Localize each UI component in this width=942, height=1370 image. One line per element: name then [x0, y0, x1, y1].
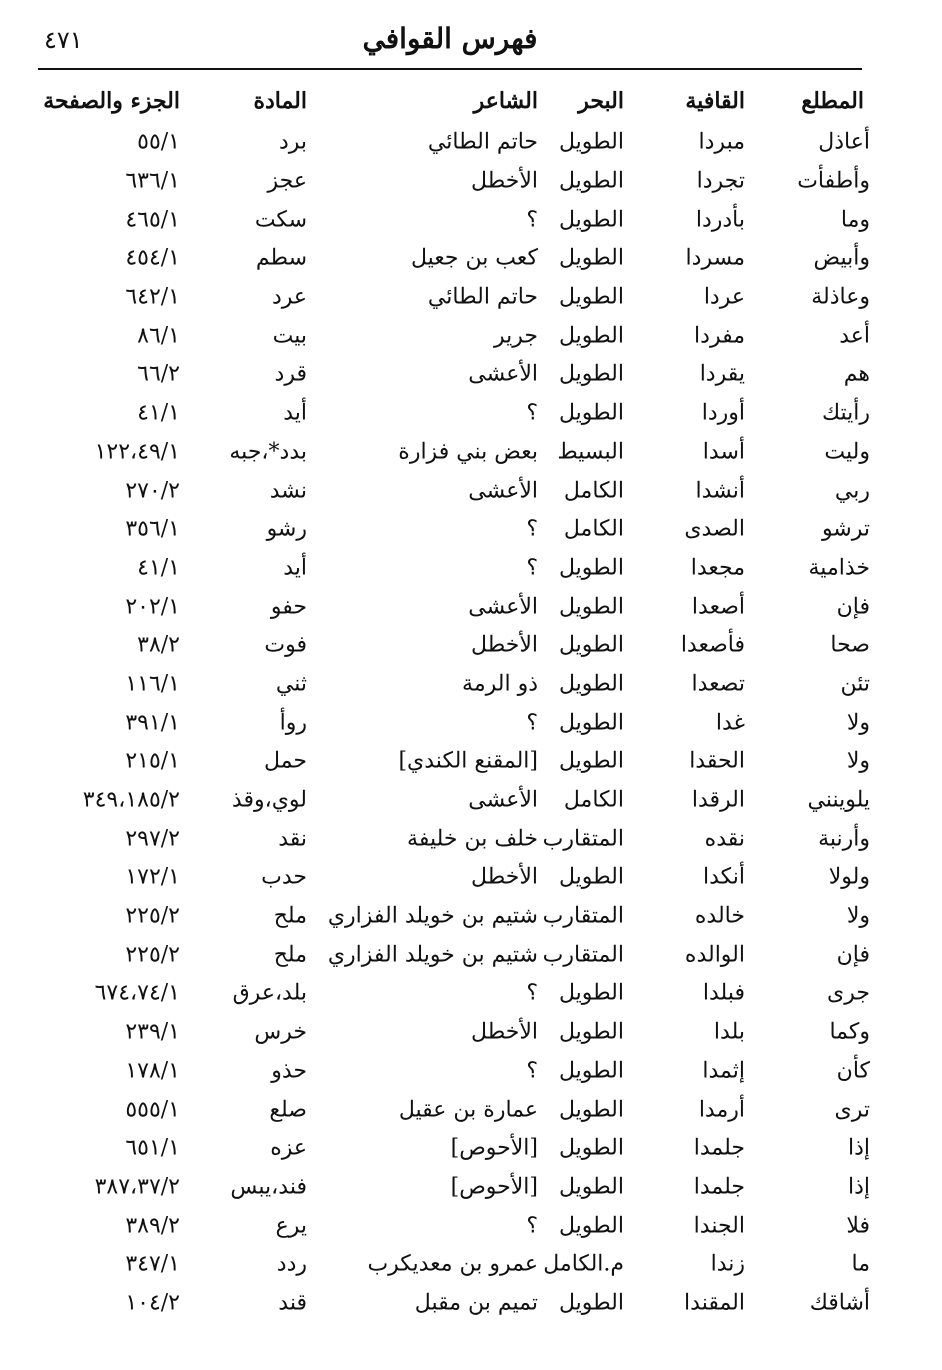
cell-madda: نشد	[269, 478, 307, 504]
cell-matla: فإن	[836, 594, 870, 620]
table-row	[30, 162, 870, 201]
page-header	[38, 18, 862, 70]
cell-matla: ترشو	[821, 516, 870, 542]
cell-bahr: الكامل	[563, 516, 624, 542]
cell-juz: ٥٥/١	[137, 129, 180, 155]
cell-matla: وعاذلة	[811, 284, 870, 310]
page-title: فهرس القوافي	[362, 22, 538, 55]
cell-matla: فلا	[846, 1213, 870, 1239]
cell-madda: برد	[278, 129, 307, 155]
table-row	[30, 858, 870, 897]
table-row	[30, 394, 870, 433]
cell-madda: سطم	[255, 245, 307, 271]
cell-juz: ٤١/١	[137, 555, 180, 581]
table-row	[30, 819, 870, 858]
cell-madda: خرس	[254, 1019, 307, 1045]
column-header-juz: الجزء والصفحة	[43, 87, 180, 114]
cell-madda: رشو	[266, 516, 307, 542]
cell-matla: ولولا	[828, 864, 870, 890]
cell-shaer: الأعشى	[468, 787, 538, 813]
cell-matla: وما	[840, 207, 870, 233]
cell-shaer: ؟	[526, 710, 538, 736]
cell-madda: بلد،عرق	[232, 980, 307, 1006]
table-row	[30, 239, 870, 278]
cell-shaer: بعض بني فزارة	[398, 439, 538, 465]
cell-bahr: الطويل	[558, 245, 624, 271]
cell-juz: ٣٨٧،٣٧/٢	[94, 1174, 180, 1200]
table-row	[30, 433, 870, 472]
cell-madda: ردد	[276, 1251, 307, 1277]
cell-matla: وأطفأت	[797, 168, 870, 194]
cell-shaer: [المقنع الكندي]	[398, 748, 538, 774]
cell-madda: حفو	[270, 594, 307, 620]
cell-madda: ملح	[273, 942, 307, 968]
cell-madda: حدب	[261, 864, 307, 890]
cell-matla: يلوينني	[807, 787, 870, 813]
cell-qafiya: فأصعدا	[680, 632, 745, 658]
cell-juz: ٦٦/٢	[137, 361, 180, 387]
cell-madda: نقد	[278, 826, 307, 852]
cell-shaer: الأخطل	[471, 168, 538, 194]
cell-madda: صلع	[269, 1097, 307, 1123]
cell-madda: أيد	[283, 400, 307, 426]
cell-shaer: ؟	[526, 516, 538, 542]
cell-bahr: الطويل	[558, 748, 624, 774]
page-number: ٤٧١	[44, 26, 83, 54]
table-row	[30, 1206, 870, 1245]
cell-bahr: المتقارب	[542, 942, 624, 968]
table-row	[30, 1052, 870, 1091]
cell-bahr: الطويل	[558, 671, 624, 697]
cell-matla: رأيتك	[821, 400, 870, 426]
cell-shaer: الأخطل	[471, 864, 538, 890]
cell-qafiya: المقندا	[684, 1290, 745, 1316]
cell-juz: ١٢٢،٤٩/١	[94, 439, 180, 465]
cell-juz: ٢٢٥/٢	[125, 903, 180, 929]
table-row	[30, 665, 870, 704]
cell-madda: بيت	[272, 323, 307, 349]
cell-juz: ٢٧٠/٢	[125, 478, 180, 504]
table-row	[30, 1090, 870, 1129]
table-row	[30, 626, 870, 665]
column-header-bahr: البحر	[578, 87, 624, 114]
column-header-matla: المطلع	[801, 87, 864, 114]
cell-juz: ٥٥٥/١	[125, 1097, 180, 1123]
cell-madda: بدد*،جبه	[229, 439, 307, 465]
cell-shaer: ؟	[526, 980, 538, 1006]
cell-bahr: الطويل	[558, 632, 624, 658]
cell-matla: صحا	[830, 632, 870, 658]
cell-matla: جرى	[827, 980, 870, 1006]
cell-matla: فإن	[836, 942, 870, 968]
cell-qafiya: زندا	[710, 1251, 745, 1277]
cell-bahr: الكامل	[563, 478, 624, 504]
cell-matla: وكما	[829, 1019, 870, 1045]
table-row	[30, 1129, 870, 1168]
cell-juz: ٨٦/١	[137, 323, 180, 349]
table-row	[30, 355, 870, 394]
table-row	[30, 897, 870, 936]
table-row	[30, 1013, 870, 1052]
cell-matla: كأن	[836, 1058, 870, 1084]
cell-qafiya: أنشدا	[695, 478, 745, 504]
cell-shaer: الأعشى	[468, 478, 538, 504]
cell-qafiya: نقده	[704, 826, 745, 852]
cell-matla: أشاقك	[809, 1290, 870, 1316]
cell-qafiya: أوردا	[701, 400, 745, 426]
cell-juz: ٤٥٤/١	[125, 245, 180, 271]
cell-juz: ١٠٤/٢	[125, 1290, 180, 1316]
cell-bahr: الطويل	[558, 864, 624, 890]
cell-madda: أيد	[283, 555, 307, 581]
cell-bahr: الطويل	[558, 555, 624, 581]
cell-qafiya: أسدا	[702, 439, 745, 465]
cell-shaer: ؟	[526, 400, 538, 426]
cell-madda: يرع	[275, 1213, 307, 1239]
table-row	[30, 549, 870, 588]
cell-shaer: ذو الرمة	[462, 671, 538, 697]
cell-bahr: الطويل	[558, 1290, 624, 1316]
cell-qafiya: مبردا	[698, 129, 745, 155]
cell-qafiya: بلدا	[713, 1019, 745, 1045]
cell-qafiya: جلمدا	[693, 1174, 745, 1200]
cell-juz: ٣٩١/١	[125, 710, 180, 736]
cell-juz: ٣٥٦/١	[125, 516, 180, 542]
table-row	[30, 316, 870, 355]
cell-shaer: الأخطل	[471, 632, 538, 658]
cell-bahr: الطويل	[558, 710, 624, 736]
cell-bahr: الطويل	[558, 361, 624, 387]
cell-shaer: حاتم الطائي	[427, 129, 538, 155]
cell-bahr: الطويل	[558, 1174, 624, 1200]
cell-matla: ما	[851, 1251, 870, 1277]
cell-bahr: الطويل	[558, 1058, 624, 1084]
cell-matla: وأبيض	[813, 245, 870, 271]
cell-shaer: خلف بن خليفة	[407, 826, 538, 852]
table-body	[30, 123, 870, 1322]
cell-juz: ١٧٨/١	[125, 1058, 180, 1084]
cell-bahr: الطويل	[558, 594, 624, 620]
cell-juz: ٢٢٥/٢	[125, 942, 180, 968]
cell-qafiya: جلمدا	[693, 1135, 745, 1161]
column-header-qafiya: القافية	[685, 87, 745, 114]
cell-qafiya: تصعدا	[691, 671, 745, 697]
cell-juz: ٢٣٩/١	[125, 1019, 180, 1045]
cell-madda: فوت	[264, 632, 307, 658]
cell-madda: فند،يبس	[230, 1174, 307, 1200]
cell-qafiya: الرقدا	[691, 787, 745, 813]
table-row	[30, 587, 870, 626]
cell-matla: أعد	[839, 323, 870, 349]
cell-juz: ٣٨/٢	[137, 632, 180, 658]
cell-shaer: الأخطل	[471, 1019, 538, 1045]
table-row	[30, 510, 870, 549]
cell-madda: عجز	[267, 168, 307, 194]
cell-qafiya: مجعدا	[690, 555, 745, 581]
cell-matla: ربي	[834, 478, 870, 504]
cell-shaer: جرير	[494, 323, 538, 349]
table-row	[30, 471, 870, 510]
cell-madda: سكت	[254, 207, 307, 233]
cell-qafiya: الجندا	[693, 1213, 745, 1239]
cell-shaer: شتيم بن خويلد الفزاري	[327, 942, 538, 968]
cell-bahr: الطويل	[558, 980, 624, 1006]
table-row	[30, 1245, 870, 1284]
cell-shaer: ؟	[526, 555, 538, 581]
cell-bahr: الكامل	[563, 787, 624, 813]
cell-juz: ٦٣٦/١	[125, 168, 180, 194]
cell-madda: قند	[278, 1290, 307, 1316]
cell-bahr: الطويل	[558, 323, 624, 349]
cell-bahr: المتقارب	[542, 826, 624, 852]
cell-qafiya: خالده	[694, 903, 745, 929]
cell-shaer: ؟	[526, 1058, 538, 1084]
cell-shaer: ؟	[526, 1213, 538, 1239]
cell-juz: ٦٤٢/١	[125, 284, 180, 310]
cell-bahr: الطويل	[558, 400, 624, 426]
cell-qafiya: عردا	[703, 284, 745, 310]
cell-madda: ثني	[275, 671, 307, 697]
cell-shaer: الأعشى	[468, 361, 538, 387]
table-row	[30, 123, 870, 162]
cell-shaer: ؟	[526, 207, 538, 233]
cell-qafiya: إثمدا	[702, 1058, 745, 1084]
cell-matla: ولا	[846, 710, 870, 736]
table-row	[30, 703, 870, 742]
table-row	[30, 781, 870, 820]
table-row	[30, 742, 870, 781]
cell-madda: عزه	[270, 1135, 307, 1161]
cell-matla: تئن	[840, 671, 870, 697]
cell-bahr: الطويل	[558, 1135, 624, 1161]
cell-shaer: كعب بن جعيل	[410, 245, 538, 271]
cell-qafiya: مفردا	[694, 323, 745, 349]
cell-bahr: الطويل	[558, 168, 624, 194]
cell-qafiya: أصعدا	[691, 594, 745, 620]
cell-qafiya: الحقدا	[689, 748, 745, 774]
cell-qafiya: بأدردا	[695, 207, 745, 233]
cell-shaer: [الأحوص]	[450, 1174, 538, 1200]
cell-matla: ولا	[846, 748, 870, 774]
cell-qafiya: أنكدا	[702, 864, 745, 890]
cell-juz: ٢١٥/١	[125, 748, 180, 774]
cell-juz: ٤١/١	[137, 400, 180, 426]
cell-qafiya: الصدى	[684, 516, 745, 542]
cell-madda: ملح	[273, 903, 307, 929]
cell-qafiya: تجردا	[696, 168, 745, 194]
cell-juz: ٢٠٢/١	[125, 594, 180, 620]
cell-matla: إذا	[847, 1174, 870, 1200]
cell-juz: ١٧٢/١	[125, 864, 180, 890]
cell-qafiya: أرمدا	[698, 1097, 745, 1123]
table-header-row	[30, 78, 870, 123]
table-row	[30, 200, 870, 239]
cell-matla: هم	[843, 361, 870, 387]
cell-bahr: المتقارب	[542, 903, 624, 929]
cell-bahr: الطويل	[558, 1213, 624, 1239]
cell-qafiya: الوالده	[684, 942, 745, 968]
table-row	[30, 1284, 870, 1323]
cell-bahr: الطويل	[558, 207, 624, 233]
cell-qafiya: فبلدا	[702, 980, 745, 1006]
cell-qafiya: غدا	[715, 710, 745, 736]
cell-juz: ٢٩٧/٢	[125, 826, 180, 852]
cell-juz: ٣٨٩/٢	[125, 1213, 180, 1239]
cell-matla: وليت	[824, 439, 870, 465]
cell-juz: ٦٥١/١	[125, 1135, 180, 1161]
cell-madda: قرد	[274, 361, 307, 387]
cell-matla: خذامية	[808, 555, 870, 581]
cell-shaer: حاتم الطائي	[427, 284, 538, 310]
cell-bahr: الطويل	[558, 129, 624, 155]
cell-qafiya: يقردا	[699, 361, 745, 387]
table-row	[30, 1168, 870, 1207]
cell-bahr: الطويل	[558, 1097, 624, 1123]
cell-matla: ترى	[834, 1097, 870, 1123]
table-row	[30, 974, 870, 1013]
cell-madda: عرد	[271, 284, 307, 310]
cell-bahr: م.الكامل	[543, 1251, 624, 1277]
cell-juz: ١١٦/١	[125, 671, 180, 697]
cell-madda: روأ	[279, 710, 307, 736]
cell-matla: ولا	[846, 903, 870, 929]
table-row	[30, 278, 870, 317]
cell-matla: وأرنبة	[818, 826, 870, 852]
cell-qafiya: مسردا	[685, 245, 745, 271]
cell-matla: أعاذل	[818, 129, 870, 155]
cell-bahr: البسيط	[557, 439, 624, 465]
rhymes-index-table	[30, 78, 870, 1322]
cell-shaer: شتيم بن خويلد الفزاري	[327, 903, 538, 929]
cell-shaer: تميم بن مقبل	[414, 1290, 538, 1316]
cell-madda: حمل	[264, 748, 307, 774]
cell-bahr: الطويل	[558, 284, 624, 310]
column-header-shaer: الشاعر	[473, 87, 538, 114]
cell-shaer: عمرو بن معديكرب	[367, 1251, 538, 1277]
cell-juz: ٣٤٧/١	[125, 1251, 180, 1277]
table-row	[30, 935, 870, 974]
cell-shaer: [الأحوص]	[450, 1135, 538, 1161]
cell-juz: ٦٧٤،٧٤/١	[94, 980, 180, 1006]
cell-matla: إذا	[847, 1135, 870, 1161]
cell-madda: حذو	[271, 1058, 307, 1084]
cell-bahr: الطويل	[558, 1019, 624, 1045]
cell-shaer: عمارة بن عقيل	[398, 1097, 538, 1123]
cell-juz: ٤٦٥/١	[125, 207, 180, 233]
cell-shaer: الأعشى	[468, 594, 538, 620]
cell-juz: ٣٤٩،١٨٥/٢	[82, 787, 180, 813]
cell-madda: لوي،وقذ	[231, 787, 307, 813]
column-header-madda: المادة	[253, 87, 307, 114]
